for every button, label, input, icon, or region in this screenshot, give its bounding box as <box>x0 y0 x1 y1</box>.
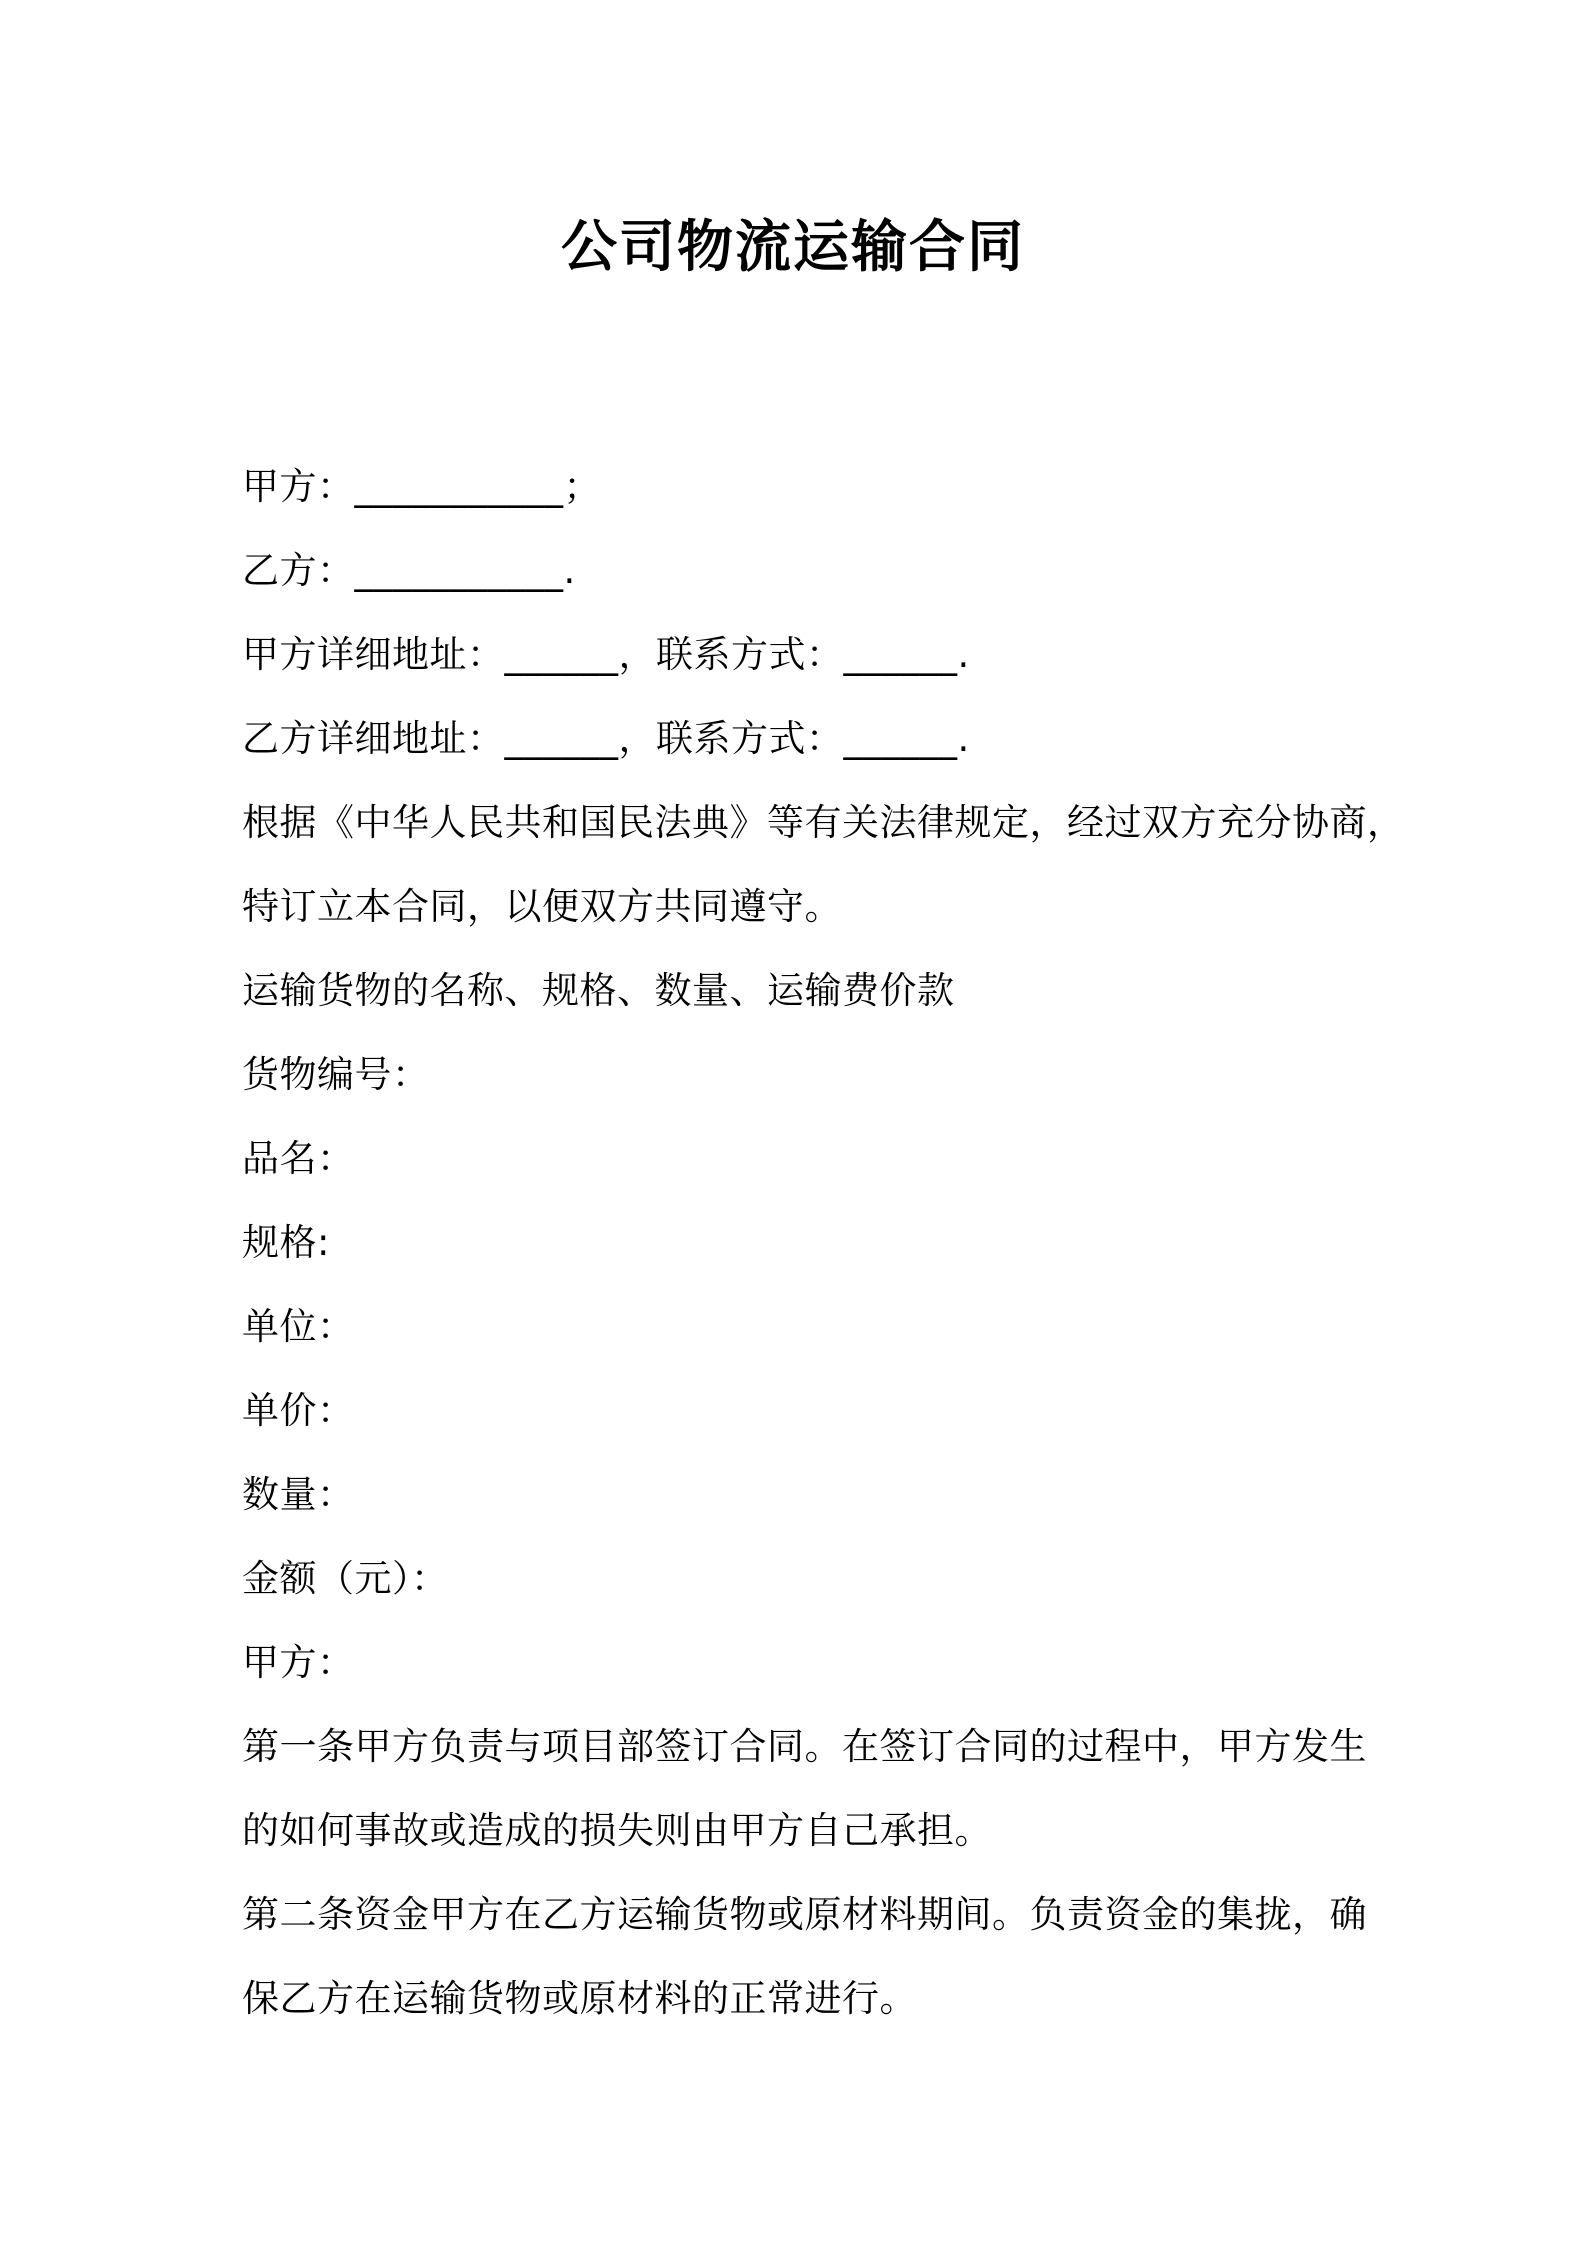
goods-section-heading: 运输货物的名称、规格、数量、运输费价款 <box>242 969 955 1012</box>
document-title: 公司物流运输合同 <box>561 215 1025 280</box>
amount-field: 金额（元）： <box>242 1557 449 1600</box>
article-1-line-2: 的如何事故或造成的损失则由甲方自己承担。 <box>242 1809 992 1852</box>
quantity-field: 数量： <box>242 1473 355 1516</box>
party-a-line: 甲方：___________； <box>242 465 601 508</box>
party-b-address-line: 乙方详细地址：______，联系方式：______. <box>242 717 970 760</box>
document-body <box>242 445 1405 2041</box>
goods-number-field: 货物编号： <box>242 1053 430 1096</box>
product-name-field: 品名： <box>242 1137 355 1180</box>
intro-paragraph-line-1: 根据《中华人民共和国民法典》等有关法律规定，经过双方充分协商， <box>242 801 1405 844</box>
party-a-section-heading: 甲方： <box>242 1641 355 1684</box>
party-b-line: 乙方：___________. <box>242 549 576 592</box>
intro-paragraph-line-2: 特订立本合同，以便双方共同遵守。 <box>242 885 842 928</box>
article-2-line-1: 第二条资金甲方在乙方运输货物或原材料期间。负责资金的集拢，确 <box>242 1893 1367 1936</box>
unit-price-field: 单价： <box>242 1389 355 1432</box>
unit-field: 单位： <box>242 1305 355 1348</box>
article-2-line-2: 保乙方在运输货物或原材料的正常进行。 <box>242 1977 917 2020</box>
article-1-line-1: 第一条甲方负责与项目部签订合同。在签订合同的过程中，甲方发生 <box>242 1725 1367 1768</box>
party-a-address-line: 甲方详细地址：______，联系方式：______. <box>242 633 970 676</box>
specification-field: 规格: <box>242 1221 330 1264</box>
